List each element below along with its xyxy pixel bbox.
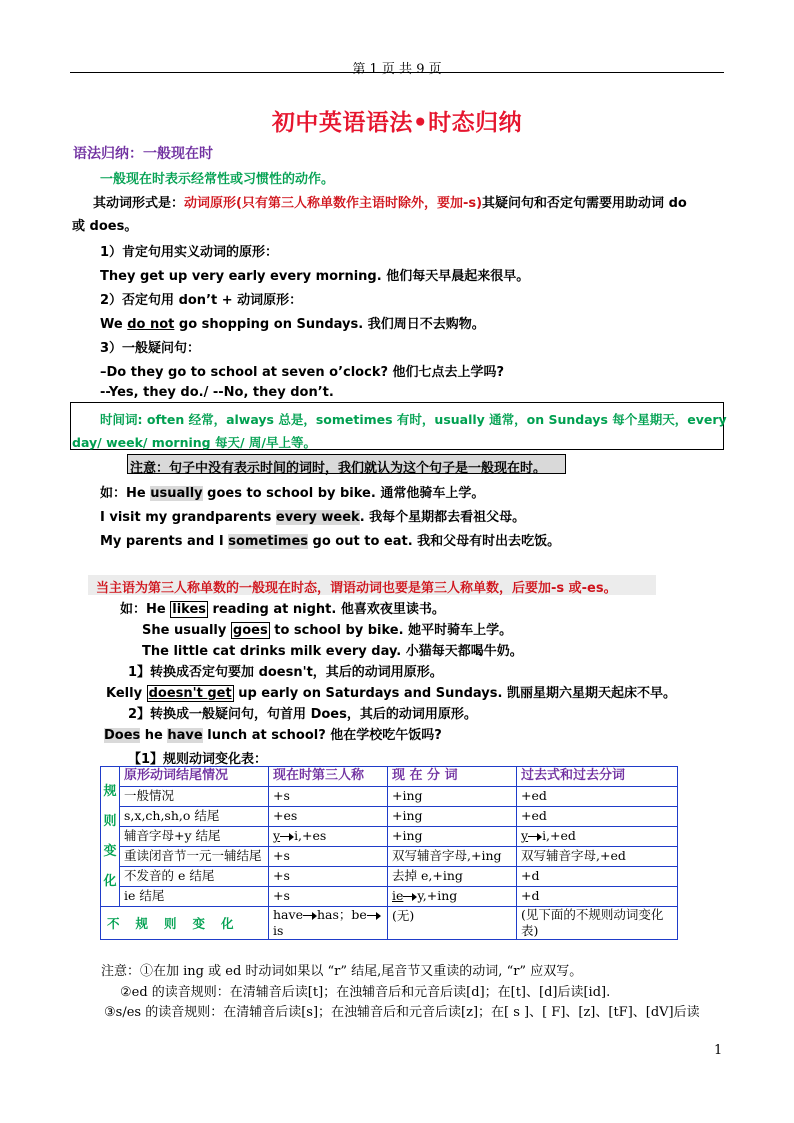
arrow-icon: [367, 912, 381, 920]
kelly-example: [106, 682, 676, 701]
cell-suffix: i,+ed: [542, 828, 576, 843]
does-highlight: Does: [104, 728, 141, 743]
form-suffix: 其疑问句和否定句需要用助动词 do: [482, 196, 687, 211]
kelly-c: up early on Saturdays and Sundays. 凯丽星期六星期天起床不早。: [233, 686, 676, 701]
eg-2: [100, 506, 525, 525]
table-header-cell: 原形动词结尾情况: [120, 767, 269, 787]
tp2-a: She usually: [142, 623, 231, 638]
eg3-a: My parents and I: [100, 534, 229, 549]
table-row-irregular: [101, 907, 678, 940]
table-row: [101, 887, 678, 907]
table-cell: ie 结尾: [120, 887, 269, 907]
table-cell: 一般情况: [120, 787, 269, 807]
table-cell: +d: [517, 887, 678, 907]
table-row: [101, 827, 678, 847]
eg2-c: . 我每个星期都去看祖父母。: [359, 510, 526, 525]
table-cell: [269, 907, 388, 940]
arrow-icon: [403, 893, 417, 901]
ex2-c: go shopping on Sundays. 我们周日不去购物。: [174, 317, 485, 332]
example-2: [100, 313, 485, 332]
eg1-a: 如：He: [100, 486, 151, 501]
kelly-a: Kelly: [106, 686, 147, 701]
table-cell: +s: [269, 867, 388, 887]
table-cell: 双写辅音字母,+ing: [388, 847, 517, 867]
rule-2: 2】转换成一般疑问句，句首用 Does，其后的动词用原形。: [128, 707, 477, 722]
side-label: [101, 767, 120, 907]
eg2-a: I visit my grandparents: [100, 510, 276, 525]
table-cell: +es: [269, 807, 388, 827]
table-cell: 去掉 e,+ing: [388, 867, 517, 887]
table-cell: +ing: [388, 807, 517, 827]
side-label-char: 化: [103, 873, 117, 889]
ex2-underlined: do not: [127, 317, 175, 332]
item-2: 2）否定句用 don’t + 动词原形：: [100, 293, 303, 308]
regular-verb-table: [100, 766, 678, 940]
table-cell: [388, 887, 517, 907]
tp-example-2: [142, 619, 512, 638]
item-3: 3）一般疑问句：: [100, 341, 201, 356]
definition: 一般现在时表示经常性或习惯性的动作。: [100, 172, 335, 187]
eg1-c: goes to school by bike. 通常他骑车上学。: [202, 486, 485, 501]
is-word: is: [273, 923, 284, 938]
does-b: he: [140, 728, 168, 743]
table-cell: 不发音的 e 结尾: [120, 867, 269, 887]
note-3: ③s/es 的读音规则：在清辅音后读[s]；在浊辅音后和元音后读[z]；在[ s ]、[ F]、[z]、[tF]、[dV]后读: [104, 1005, 700, 1020]
example-1: They get up very early every morning. 他们每天早晨起来很早。: [100, 269, 530, 284]
cell-suffix: i,+es: [294, 828, 327, 843]
note-2: ②ed 的读音规则：在清辅音后读[t]；在浊辅音后和元音后读[d]；在[t]、[d]后读[id].: [120, 985, 611, 1000]
table-cell: 重读闭音节一元一辅结尾: [120, 847, 269, 867]
table-cell: +ing: [388, 787, 517, 807]
table-header-row: [101, 767, 678, 787]
form-red: 动词原形(只有第三人称单数作主语时除外，要加-s): [184, 196, 483, 211]
eg3-highlight: sometimes: [228, 534, 309, 549]
table-cell: +s: [269, 887, 388, 907]
has-be: has；be: [316, 907, 367, 922]
table-row: [101, 807, 678, 827]
side-label-char: 则: [103, 813, 117, 829]
y-letter: y: [521, 828, 529, 843]
note-no-time: 注意：句子中没有表示时间的词时，我们就认为这个句子是一般现在时。: [130, 461, 547, 476]
table-title: 【1】规则动词变化表：: [128, 752, 268, 767]
table-cell: +ed: [517, 787, 678, 807]
table-header-cell: 现 在 分 词: [388, 767, 517, 787]
section-heading: 语法归纳：一般现在时: [73, 146, 213, 162]
table-cell: +s: [269, 847, 388, 867]
arrow-icon: [303, 912, 317, 920]
does-d: lunch at school? 他在学校吃午饭吗?: [202, 728, 442, 743]
page-header: 第 1 页 共 9 页: [352, 62, 442, 77]
irregular-label: 不规则变化: [101, 907, 269, 940]
table-cell: s,x,ch,sh,o 结尾: [120, 807, 269, 827]
tp-example-3: The little cat drinks milk every day. 小猫每天都喝牛奶。: [142, 644, 523, 659]
header-divider: [70, 72, 724, 73]
tp1-c: reading at night. 他喜欢夜里读书。: [208, 602, 445, 617]
kelly-boxed: doesn't get: [148, 686, 232, 701]
side-label-char: 规: [103, 783, 117, 799]
table-cell: (无): [388, 907, 517, 940]
eg-1: [100, 482, 484, 501]
table-cell: +s: [269, 787, 388, 807]
arrow-icon: [528, 833, 542, 841]
tp-example-1: [120, 598, 445, 617]
note-1: 注意：①在加 ing 或 ed 时动词如果以 “r” 结尾,尾音节又重读的动词, “r” 应双写。: [101, 964, 583, 979]
side-label-char: 变: [103, 843, 117, 859]
rule-1: 1】转换成否定句要加 doesn't，其后的动词用原形。: [128, 665, 443, 680]
table-cell: +ing: [388, 827, 517, 847]
table-header-cell: 现在时第三人称: [269, 767, 388, 787]
table-cell: 辅音字母+y 结尾: [120, 827, 269, 847]
table-row: [101, 867, 678, 887]
example-3: –Do they go to school at seven o’clock? 他们七点去上学吗?: [100, 365, 505, 380]
have-word: have: [273, 907, 303, 922]
document-title: 初中英语语法•时态归纳: [271, 110, 523, 136]
ie-letters: ie: [392, 888, 404, 903]
example-3-answer: --Yes, they do./ --No, they don’t.: [100, 385, 334, 400]
eg2-highlight: every week: [275, 510, 360, 525]
form-prefix: 其动词形式是：: [93, 196, 185, 211]
form-line: [93, 192, 687, 211]
have-highlight: have: [167, 728, 203, 743]
time-words-line-2: day/ week/ morning 每天/ 周/早上等。: [72, 435, 316, 450]
table-cell: 双写辅音字母,+ed: [517, 847, 678, 867]
table-cell: [517, 827, 678, 847]
time-words-line-1: 时间词: often 经常，always 总是，sometimes 有时，usually 通常，on Sundays 每个星期天，every: [100, 412, 727, 427]
does-example: [104, 724, 442, 743]
tp1-boxed: likes: [172, 602, 206, 617]
eg3-c: go out to eat. 我和父母有时出去吃饭。: [308, 534, 561, 549]
cell-suffix: y,+ing: [417, 888, 458, 903]
y-letter: y: [273, 828, 281, 843]
table-cell: +ed: [517, 807, 678, 827]
tp1-a: 如：He: [120, 602, 171, 617]
page-number: 1: [714, 1043, 723, 1058]
third-person-rule: 当主语为第三人称单数的一般现在时态，谓语动词也要是第三人称单数，后要加-s 或-es。: [96, 581, 617, 596]
tp2-c: to school by bike. 她平时骑车上学。: [269, 623, 513, 638]
eg-3: [100, 530, 560, 549]
tp2-boxed: goes: [232, 623, 268, 638]
ex2-a: We: [100, 317, 128, 332]
table-cell: (见下面的不规则动词变化表): [517, 907, 678, 940]
eg1-highlight: usually: [150, 486, 203, 501]
arrow-icon: [280, 833, 294, 841]
table-cell: +d: [517, 867, 678, 887]
table-cell: [269, 827, 388, 847]
item-1: 1）肯定句用实义动词的原形：: [100, 245, 279, 260]
form-line-2: 或 does。: [72, 219, 138, 234]
table-row: [101, 847, 678, 867]
table-row: [101, 787, 678, 807]
table-header-cell: 过去式和过去分词: [517, 767, 678, 787]
